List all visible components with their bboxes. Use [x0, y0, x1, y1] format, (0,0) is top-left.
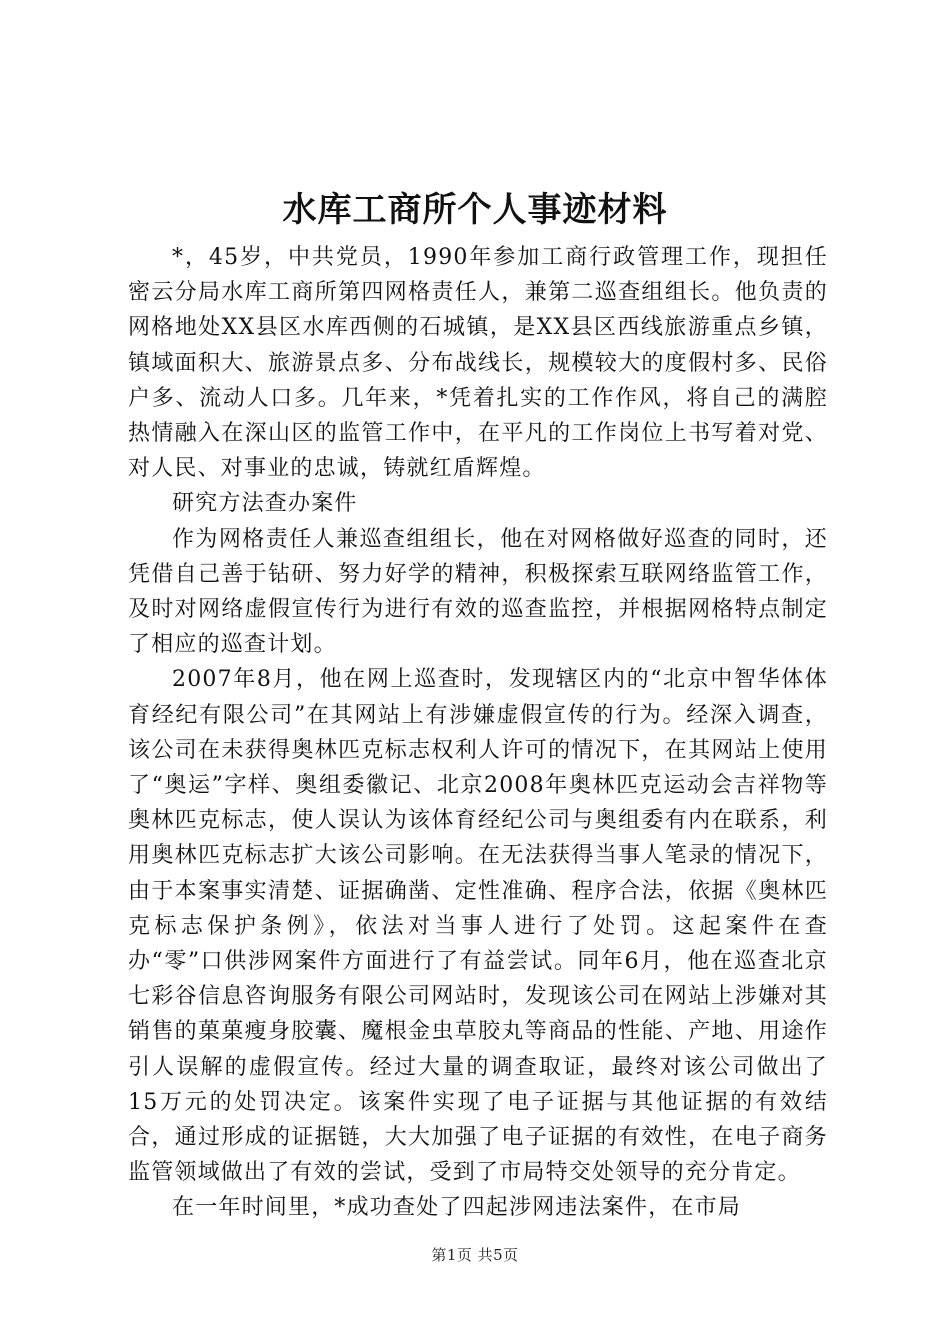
paragraph-case-2007: 2007年8月，他在网上巡查时，发现辖区内的“北京中智华体体育经纪有限公司”在其网站上有涉嫌虚假宣传的行为。经深入调查，该公司在未获得奥林匹克标志权利人许可的情况下，在其网站上使用了“奥运”字样、奥组委徽记、北京2008年奥林匹克运动会吉祥物等奥林匹克标志，使人误认为该体育经纪公司与奥组委有内在联系，利用奥林匹克标志扩大该公司影响。在无法获得当事人笔录的情况下，由于本案事实清楚、证据确凿、定性准确、程序合法，依据《奥林匹克标志保护条例》，依法对当事人进行了处罚。这起案件在查办“零”口供涉网案件方面进行了有益尝试。同年6月，他在巡查北京七彩谷信息咨询服务有限公司网站时，发现该公司在网站上涉嫌对其销售的菓菓瘦身胶囊、魔根金虫草胶丸等商品的性能、产地、用途作引人误解的虚假宣传。经过大量的调查取证，最终对该公司做出了15万元的处罚决定。该案件实现了电子证据与其他证据的有效结合，通过形成的证据链，大大加强了电子证据的有效性，在电子商务监管领域做出了有效的尝试，受到了市局特交处领导的充分肯定。: [128, 667, 828, 1186]
document-title: 水库工商所个人事迹材料: [282, 190, 668, 230]
paragraph-one-year: 在一年时间里，*成功查处了四起涉网违法案件，在市局: [172, 1195, 742, 1221]
paragraph-network-supervision: 作为网格责任人兼巡查组组长，他在对网格做好巡查的同时，还凭借自己善于钻研、努力好学的精神，积极探索互联网络监管工作，及时对网络虚假宣传行为进行有效的巡查监控，并根据网格特点制定了相应的巡查计划。: [128, 526, 828, 658]
document-body: [128, 240, 828, 1226]
page-number-footer: 第1页 共5页: [431, 1246, 519, 1264]
section-heading: 研究方法查办案件: [172, 491, 358, 517]
paragraph-intro: *，45岁，中共党员，1990年参加工商行政管理工作，现担任密云分局水库工商所第四网格责任人，兼第二巡查组组长。他负责的网格地处XX县区水库西侧的石城镇，是XX县区西线旅游重点乡镇，镇域面积大、旅游景点多、分布战线长，规模较大的度假村多、民俗户多、流动人口多。几年来，*凭着扎实的工作作风，将自己的满腔热情融入在深山区的监管工作中，在平凡的工作岗位上书写着对党、对人民、对事业的忠诚，铸就红盾辉煌。: [128, 245, 828, 482]
